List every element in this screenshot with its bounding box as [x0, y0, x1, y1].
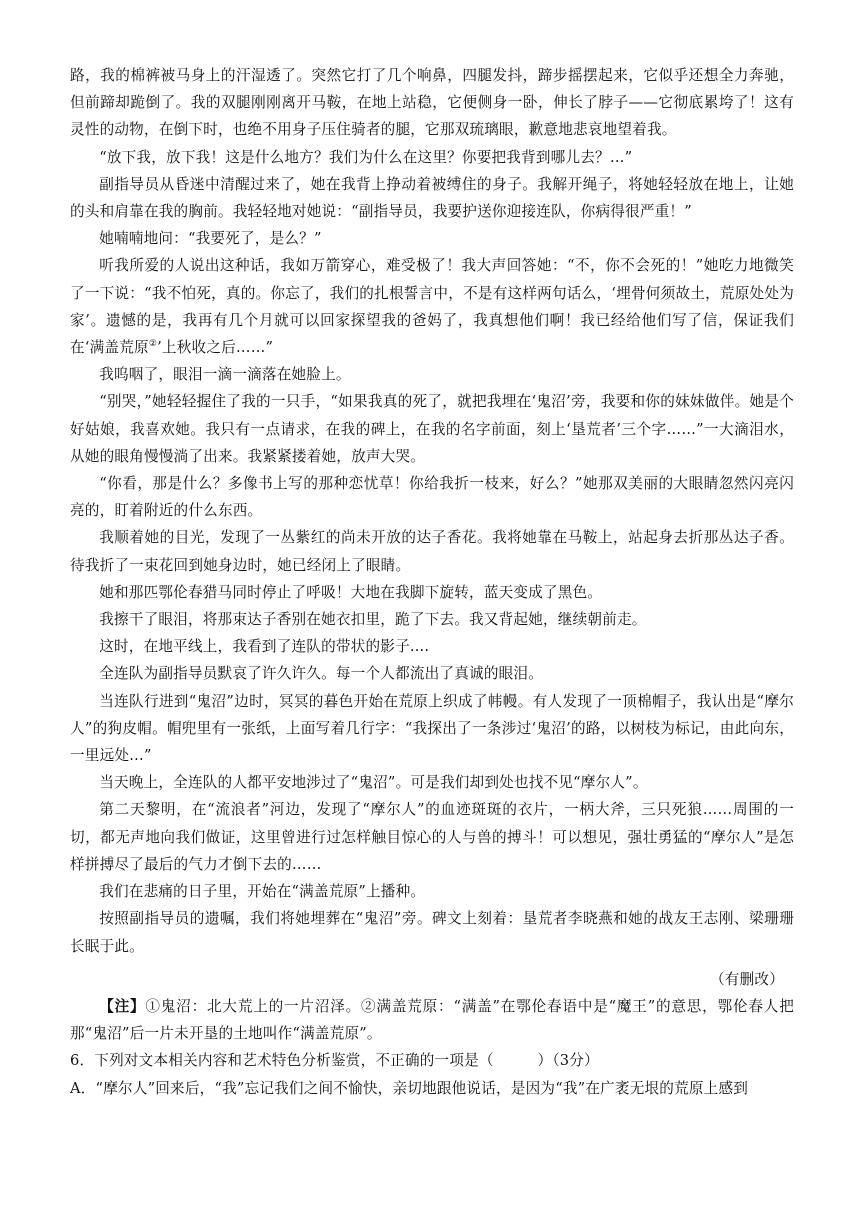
- paragraph-17: 我们在悲痛的日子里，开始在“满盖荒原”上播种。: [99, 883, 426, 901]
- paragraph-11: 我擦干了眼泪，将那束达子香别在她衣扣里，跪了下去。我又背起她，继续朝前走。: [99, 611, 647, 629]
- question-stem-after: ）（3分）: [537, 1052, 599, 1070]
- document-page: [70, 62, 794, 1102]
- paragraph-6: 我呜咽了，眼泪一滴一滴落在她脸上。: [99, 366, 351, 384]
- paragraph-9: 我顺着她的目光，发现了一丛紫红的尚未开放的达子香花。我将她靠在马鞍上，站起身去折那丛达子香。待我折了一束花回到她身边时，她已经闭上了眼睛。: [70, 529, 794, 574]
- paragraph-13: 全连队为副指导员默哀了许久许久。每一个人都流出了真诚的眼泪。: [99, 665, 544, 683]
- paragraph-14: 当连队行进到“鬼沼”边时，冥冥的暮色开始在荒原上织成了帏幔。有人发现了一顶棉帽子，我认出是“摩尔人”的狗皮帽。帽兜里有一张纸，上面写着几行字：“我探出了一条涉过‘鬼沼’的路，以树枝为标记，由此向东，一里远处…”: [70, 692, 794, 765]
- paragraph-15: 当天晚上，全连队的人都平安地涉过了“鬼沼”。可是我们却到处也找不见“摩尔人”。: [99, 774, 648, 792]
- paragraph-2: “放下我，放下我！这是什么地方？我们为什么在这里？你要把我背到哪儿去？…”: [99, 148, 633, 166]
- paragraph-1: 路，我的棉裤被马身上的汗湿透了。突然它打了几个响鼻，四腿发抖，蹄步摇摆起来，它似乎还想全力奔驰，但前蹄却跪倒了。我的双腿刚刚离开马鞍，在地上站稳，它便侧身一卧，伸长了脖子——它彻底累垮了！这有灵性的动物，在倒下时，也绝不用身子压住骑者的腿，它那双琉璃眼，歉意地悲哀地望着我。: [70, 67, 794, 139]
- paragraph-3: 副指导员从昏迷中清醒过来了，她在我背上挣动着被缚住的身子。我解开绳子，将她轻轻放在地上，让她的头和肩靠在我的胸前。我轻轻地对她说：“副指导员，我要护送你迎接连队，你病得很严重！”: [70, 175, 794, 221]
- paragraph-5: [70, 252, 794, 361]
- paragraph-7: “别哭，”她轻轻握住了我的一只手，“如果我真的死了，就把我埋在‘鬼沼’旁，我要和你的妹妹做伴。她是个好姑娘，我喜欢她。我只有一点请求，在我的碑上，在我的名字前面，刻上‘垦荒者’三个字……”一大滴泪水，从她的眼角慢慢淌了出来。我紧紧搂着她，放声大哭。: [70, 393, 794, 465]
- question-6-stem: [70, 1047, 794, 1074]
- paragraph-5-main: 听我所爱的人说出这种话，我如万箭穿心，难受极了！我大声回答她：“不，你不会死的！”她吃力地微笑了一下说：“我不怕死，真的。你忘了，我们的扎根誓言中，不是有这样两句话么，‘埋骨何须故土，荒原处处为家’。遗憾的是，我再有几个月就可以回家探望我的爸妈了，我真想他们啊！我已经给他们写了信，保证我们在‘满盖荒原: [70, 257, 794, 357]
- paragraph-8: “你看，那是什么？多像书上写的那种恋忧草！你给我折一枝来，好么？”她那双美丽的大眼睛忽然闪亮闪亮的，盯着附近的什么东西。: [70, 475, 794, 520]
- question-6-option-a: A．“摩尔人”回来后，“我”忘记我们之间不愉快，亲切地跟他说话，是因为“我”在广袤无垠的荒原上感到: [70, 1079, 749, 1097]
- annotation-text: ①鬼沼：北大荒上的一片沼泽。②满盖荒原：“满盖”在鄂伦春语中是“魔王”的意思，鄂伦春人把那“鬼沼”后一片未开垦的土地叫作“满盖荒原”。: [70, 997, 794, 1043]
- annotation: [70, 993, 794, 1047]
- paragraph-10: 她和那匹鄂伦春猎马同时停止了呼吸！大地在我脚下旋转，蓝天变成了黑色。: [99, 583, 603, 601]
- paragraph-18: 按照副指导员的遗嘱，我们将她埋葬在“鬼沼”旁。碑文上刻着：垦荒者李晓燕和她的战友王志刚、梁珊珊长眠于此。: [70, 910, 794, 955]
- paragraph-12: 这时，在地平线上，我看到了连队的带状的影子....: [99, 638, 430, 656]
- footnote-marker-2: ②: [148, 339, 158, 350]
- annotation-label: 【注】: [99, 997, 146, 1015]
- question-stem-before: 6．下列对文本相关内容和艺术特色分析鉴赏，不正确的一项是（: [70, 1052, 494, 1070]
- paragraph-4: 她喃喃地问：“我要死了，是么？”: [99, 230, 322, 248]
- source-note: （有删改）: [710, 970, 784, 988]
- paragraph-16: 第二天黎明，在“流浪者”河边，发现了“摩尔人”的血迹斑斑的衣片，一柄大斧，三只死狼……周围的一切，都无声地向我们做证，这里曾进行过怎样触目惊心的人与兽的搏斗！可以想见，强壮勇猛的“摩尔人”是怎样拼搏尽了最后的气力才倒下去的……: [70, 801, 794, 873]
- paragraph-5-tail: ’上秋收之后……”: [157, 339, 274, 357]
